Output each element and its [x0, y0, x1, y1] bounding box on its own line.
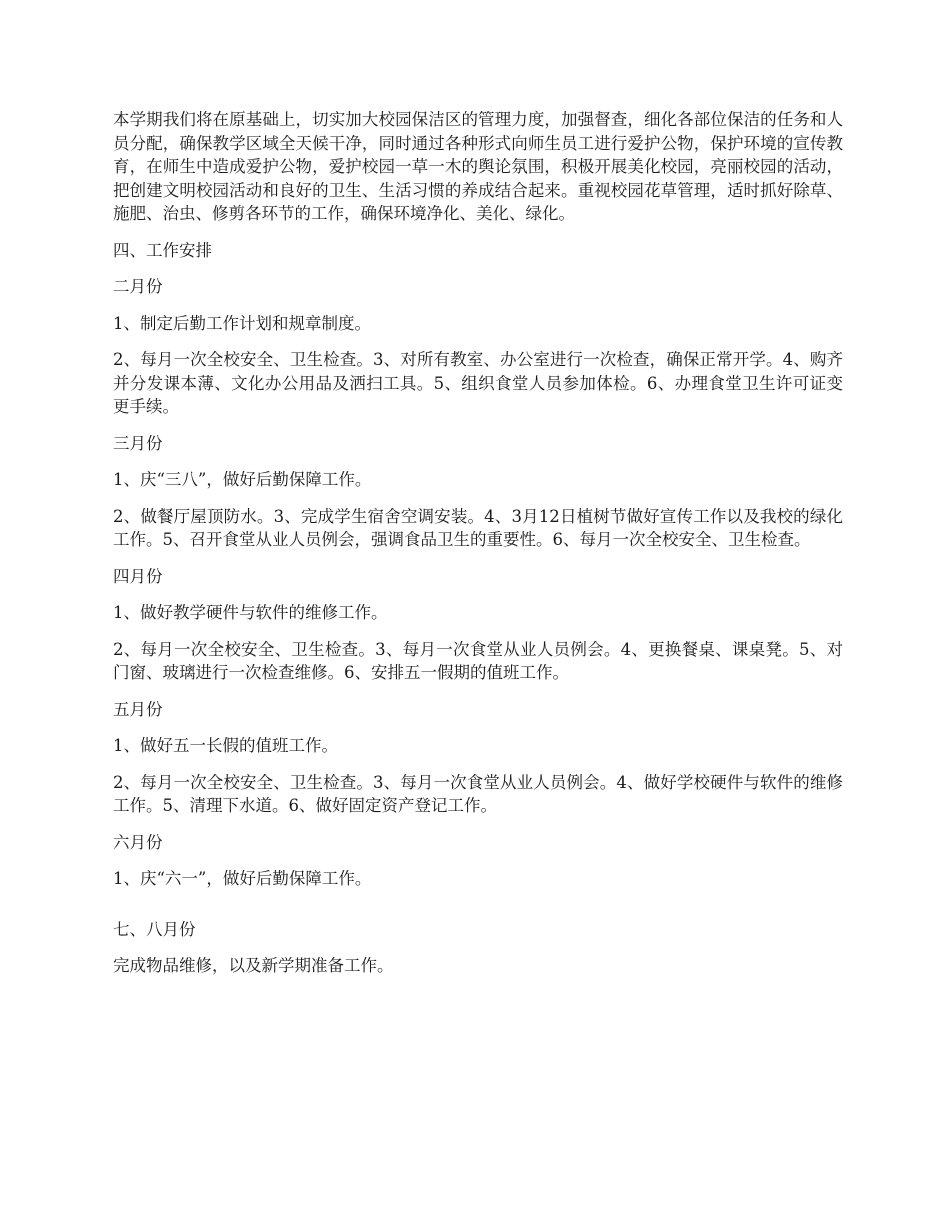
jun-item-1: 1、庆“六一”，做好后勤保障工作。 [113, 869, 372, 888]
may-item-2: 2、每月一次全校安全、卫生检查。3、每月一次食堂从业人员例会。4、做好学校硬件与软件的维修工作。5、清理下水道。6、做好固定资产登记工作。 [113, 772, 843, 815]
document-body [113, 108, 843, 991]
feb-item-1: 1、制定后勤工作计划和规章制度。 [113, 313, 371, 333]
apr-item-2: 2、每月一次全校安全、卫生检查。3、每月一次食堂从业人员例会。4、更换餐桌、课桌凳。5、对门窗、玻璃进行一次检查维修。6、安排五一假期的值班工作。 [113, 639, 843, 682]
feb-item-2: 2、每月一次全校安全、卫生检查。3、对所有教室、办公室进行一次检查，确保正常开学。4、购齐并分发课本薄、文化办公用品及洒扫工具。5、组织食堂人员参加体检。6、办理食堂卫生许可证变更手续。 [113, 350, 843, 416]
month-heading-mar: 三月份 [113, 433, 163, 453]
section-heading: 四、工作安排 [113, 240, 212, 260]
intro-paragraph: 本学期我们将在原基础上，切实加大校园保洁区的管理力度，加强督查，细化各部位保洁的任务和人员分配，确保教学区域全天候干净，同时通过各种形式向师生员工进行爱护公物，保护环境的宣传教育，在师生中造成爱护公物，爱护校园一草一木的舆论氛围，积极开展美化校园，亮丽校园的活动，把创建文明校园活动和良好的卫生、生活习惯的养成结合起来。重视校园花草管理，适时抓好除草、施肥、治虫、修剪各环节的工作，确保环境净化、美化、绿化。 [113, 110, 843, 223]
mar-item-1: 1、庆“三八”，做好后勤保障工作。 [113, 470, 372, 489]
mar-item-2: 2、做餐厅屋顶防水。3、完成学生宿舍空调安装。4、3月12日植树节做好宣传工作以及我校的绿化工作。5、召开食堂从业人员例会，强调食品卫生的重要性。6、每月一次全校安全、卫生检查。 [113, 506, 843, 549]
month-heading-feb: 二月份 [113, 277, 163, 296]
apr-item-1: 1、做好教学硬件与软件的维修工作。 [113, 603, 388, 622]
month-heading-may: 五月份 [113, 699, 163, 719]
may-item-1: 1、做好五一长假的值班工作。 [113, 736, 338, 755]
month-heading-jun: 六月份 [113, 832, 163, 852]
jul-aug-item-1: 完成物品维修，以及新学期准备工作。 [113, 956, 394, 975]
month-heading-apr: 四月份 [113, 566, 163, 586]
month-heading-jul-aug: 七、八月份 [113, 919, 196, 939]
